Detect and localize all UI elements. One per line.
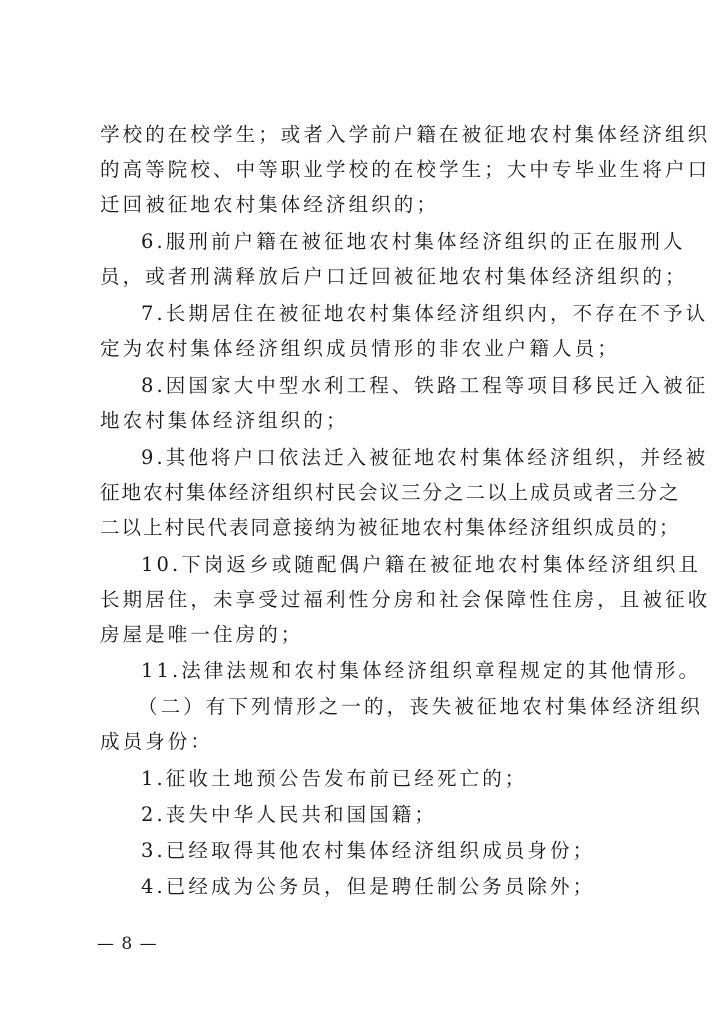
text-line: 的高等院校、中等职业学校的在校学生；大中专毕业生将户口 (100, 158, 711, 181)
page-number: — 8 — (97, 934, 158, 954)
text-line: 4.已经成为公务员，但是聘任制公务员除外； (141, 875, 596, 898)
section-heading-line: （二）有下列情形之一的，丧失被征地农村集体经济组织 (138, 695, 704, 718)
text-line: 长期居住，未享受过福利性分房和社会保障性住房，且被征收 (100, 588, 711, 611)
text-line: 成员身份： (100, 730, 214, 753)
text-line: 房屋是唯一住房的； (100, 623, 304, 646)
text-line: 7.长期居住在被征地农村集体经济组织内，不存在不予认 (141, 302, 709, 325)
text-line: 二以上村民代表同意接纳为被征地农村集体经济组织成员的； (100, 516, 681, 539)
text-line: 3.已经取得其他农村集体经济组织成员身份； (141, 839, 596, 862)
text-line: 定为农村集体经济组织成员情形的非农业户籍人员； (100, 337, 620, 360)
text-line: 2.丧失中华人民共和国国籍； (141, 803, 438, 826)
text-line: 1.征收土地预公告发布前已经死亡的； (141, 767, 528, 790)
text-line: 9.其他将户口依法迁入被征地农村集体经济组织，并经被 (141, 446, 709, 469)
text-line: 6.服刑前户籍在被征地农村集体经济组织的正在服刑人 (141, 230, 686, 253)
text-line: 学校的在校学生；或者入学前户籍在被征地农村集体经济组织 (100, 123, 711, 146)
text-line: 员，或者刑满释放后户口迁回被征地农村集体经济组织的； (100, 265, 688, 288)
text-line: 11.法律法规和农村集体经济组织章程规定的其他情形。 (141, 659, 702, 682)
text-line: 地农村集体经济组织的； (100, 409, 349, 432)
text-line: 迁回被征地农村集体经济组织的； (100, 193, 440, 216)
text-line: 征地农村集体经济组织村民会议三分之二以上成员或者三分之 (100, 481, 681, 504)
text-line: 8.因国家大中型水利工程、铁路工程等项目移民迁入被征 (141, 374, 709, 397)
text-line: 10.下岗返乡或随配偶户籍在被征地农村集体经济组织且 (141, 553, 702, 576)
